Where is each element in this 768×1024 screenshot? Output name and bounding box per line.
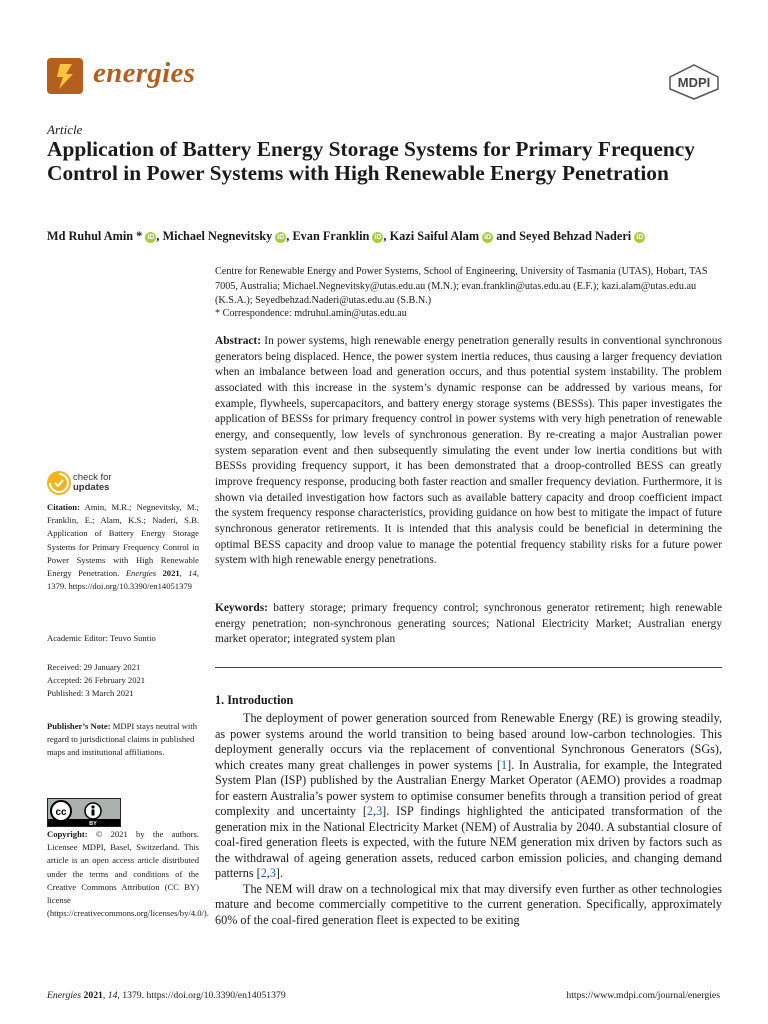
journal-logo-icon <box>47 58 83 94</box>
correspondence: * Correspondence: mdruhul.amin@utas.edu.au <box>215 308 407 319</box>
paragraph-text: , <box>373 804 377 818</box>
check-updates-icon <box>47 471 71 495</box>
author-name: Michael Negnevitsky <box>162 229 273 243</box>
orcid-icon[interactable]: iD <box>147 234 155 241</box>
check-for-updates-button[interactable] <box>47 471 157 497</box>
paragraph-text: ]. In Australia, for example, the Integrated System Plan (ISP) published by the Australian Energy Market Operator (AEMO) provides a roadmap for eastern Australia’s power system to optimise consumer benefits through a transition period of great complexity and uncertainty [ <box>215 757 722 818</box>
article-title: Application of Battery Energy Storage Systems for Primary Frequency Control in Power Systems with High Renewable Energy Penetration <box>47 137 695 185</box>
check-updates-label: check for updates <box>73 472 112 493</box>
orcid-icon[interactable]: iD <box>636 234 644 241</box>
journal-url-link[interactable]: https://www.mdpi.com/journal/energies <box>566 990 720 1001</box>
paragraph-text: ]. ISP findings highlighted the anticipated transformation of the generation mix in the National Electricity Market (NEM) of Australia by 2040. A substantial closure of coal-fired generation fleets is expected, with the future NEM generation mix driven by factors such as the withdrawal of ageing generation assets, reduced carbon emission policies, and changing demand patterns [ <box>215 804 722 880</box>
orcid-icon[interactable]: iD <box>484 234 492 241</box>
citation-link[interactable]: 2 <box>366 804 374 818</box>
citation-link[interactable]: 3 <box>376 804 383 818</box>
keywords <box>215 601 722 648</box>
author-list: Md Ruhul Amin * iD , Michael Negnevitsky iD , Evan Franklin iD , Kazi Saiful Alam iD and Seyed Behzad Naderi iD <box>47 229 644 243</box>
accepted-date: Accepted: 26 February 2021 <box>47 675 146 686</box>
author-name: Md Ruhul Amin * <box>47 229 143 243</box>
orcid-icon[interactable]: iD <box>277 234 285 241</box>
author-name: Kazi Saiful Alam <box>389 229 480 243</box>
svg-text:cc: cc <box>55 807 67 818</box>
section-divider <box>215 667 722 668</box>
footer-citation: Energies 2021, 14, 1379. https://doi.org/10.3390/en14051379 <box>47 990 286 1001</box>
author-name: Seyed Behzad Naderi <box>519 229 632 243</box>
paragraph-text: , <box>266 866 270 880</box>
abstract-label: Abstract: <box>215 335 261 347</box>
paragraph: The NEM will draw on a technological mix that may diversify even further as other technologies mature and become commercially competitive to the current generation. Specifically, approximately 60% of the coal-fired generation fleet is expected to be exiting <box>215 881 722 927</box>
copyright-notice: Copyright: © 2021 by the authors. Licensee MDPI, Basel, Switzerland. This article is an open access article distributed under the terms and conditions of the Creative Commons Attribution (CC BY) license (https://creativecommons.org/licenses/by/4.0/). <box>47 829 209 919</box>
academic-editor: Academic Editor: Teuvo Suntio <box>47 633 156 643</box>
abstract <box>215 334 722 569</box>
cc-by-license-icon[interactable] <box>47 798 121 827</box>
publisher-note: Publisher’s Note: MDPI stays neutral with regard to jurisdictional claims in published maps and institutional affiliations. <box>47 721 197 758</box>
publication-dates <box>47 661 199 701</box>
section-heading: 1. Introduction <box>215 693 294 707</box>
intro-body <box>215 711 722 928</box>
keywords-text: battery storage; primary frequency control; synchronous generator retirement; high renewable energy penetration; non-synchronous generating sources; National Electricity Market; Australian energy market operator; integrated system plan <box>215 602 722 646</box>
citation-link[interactable]: 2 <box>260 866 267 880</box>
published-date: Published: 3 March 2021 <box>47 688 134 699</box>
citation: Citation: Amin, M.R.; Negnevitsky, M.; Franklin, E.; Alam, K.S.; Naderi, S.B. Application of Battery Energy Storage Systems for Primary Frequency Control in Power Systems with High Renewable Energy Penetration. Energies 2021, 14, 1379. https://doi.org/10.3390/en14051379 <box>47 502 199 592</box>
paragraph-text: ]. <box>275 866 284 880</box>
abstract-text: In power systems, high renewable energy penetration generally results in conventional synchronous generators being displaced. Hence, the power system inertia reduces, thus causing a larger frequency deviation when an imbalance between load and generation occurs, and thus potential system instability. The problem associated with this increase in the system’s dynamic response can be addressed by various means, for example, flywheels, supercapacitors, and battery energy storage systems (BESSs). This paper investigates the application of BESSs for primary frequency control in power systems with very high penetration of renewable energy, and consequently, low levels of synchronous generation. By re-creating a major Australian power system separation event and then subsequently simulating the event under low inertia conditions but with BESSs providing frequency support, it has been demonstrated that a droop-controlled BESS can greatly improve frequency response, producing both faster reaction and smaller frequency deviation. Furthermore, it is shown via detailed investigation how factors such as available battery capacity and droop coefficient impact the system frequency response characteristics, providing guidance on how best to mitigate the impact of future synchronous generator retirements. It is intended that this analysis could be beneficial in determining the optimal BESS capacity and droop value to manage the potential frequency stability risks for a future power system with high renewable energy penetrations. <box>215 335 722 567</box>
svg-text:MDPI: MDPI <box>677 75 711 90</box>
paragraph <box>215 711 722 882</box>
svg-text:BY: BY <box>89 821 97 826</box>
paragraph-text: The deployment of power generation sourced from Renewable Energy (RE) is growing steadily, as power systems around the world transition to being based around low-carbon technologies. This deployment generally occurs via the replacement of conventional Synchronous Generators (SGs), which creates many great challenges in power systems [ <box>215 711 722 772</box>
affiliation: Centre for Renewable Energy and Power Systems, School of Engineering, University of Tasmania (UTAS), Hobart, TAS 7005, Australia; Michael.Negnevitsky@utas.edu.au (M.N.); evan.franklin@utas.edu.au (E.F.); kazi.alam@utas.edu.au (K.S.A.); Seyedbehzad.Naderi@utas.edu.au (S.B.N.) <box>215 266 708 306</box>
citation-link[interactable]: 1 <box>501 757 508 772</box>
received-date: Received: 29 January 2021 <box>47 662 141 672</box>
article-type: Article <box>47 122 83 137</box>
citation-link[interactable]: 3 <box>269 866 276 880</box>
orcid-icon[interactable]: iD <box>374 234 382 241</box>
mdpi-logo <box>667 64 721 105</box>
journal-name: energies <box>93 57 196 89</box>
author-name: Evan Franklin <box>292 229 370 243</box>
keywords-label: Keywords: <box>215 602 268 614</box>
